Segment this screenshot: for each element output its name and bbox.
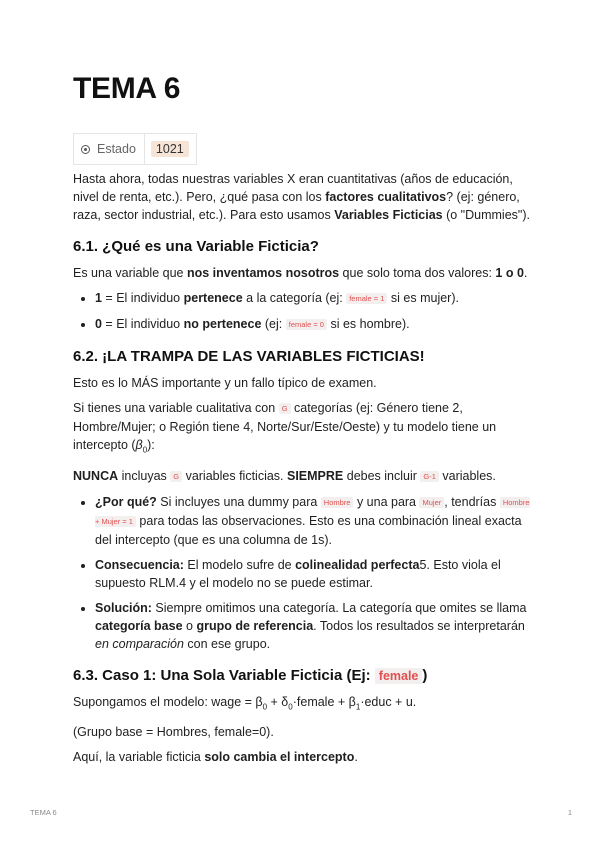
text: y una para bbox=[353, 494, 420, 509]
paragraph bbox=[73, 467, 533, 486]
bullet-list bbox=[73, 289, 533, 334]
bold-text: Consecuencia: bbox=[95, 557, 184, 572]
inline-code: Hombre bbox=[321, 497, 354, 508]
bold-text: categoría base bbox=[95, 618, 183, 633]
status-icon bbox=[81, 145, 90, 154]
text: Si tienes una variable cualitativa con bbox=[73, 401, 279, 415]
text: El modelo sufre de bbox=[183, 557, 296, 572]
inline-code: G bbox=[170, 471, 182, 482]
paragraph: Esto es lo MÁS importante y un fallo típico de examen. bbox=[73, 376, 377, 390]
paragraph bbox=[73, 399, 533, 460]
text: Si incluyes una dummy para bbox=[156, 494, 321, 509]
inline-code: G-1 bbox=[420, 471, 439, 482]
property-label: Estado bbox=[97, 142, 136, 156]
page-number: 1 bbox=[567, 808, 572, 817]
list-item bbox=[95, 556, 533, 592]
subscript: 0 bbox=[142, 445, 148, 455]
bold-text: pertenece bbox=[183, 291, 243, 305]
section-heading-6-1: 6.1. ¿Qué es una Variable Ficticia? bbox=[73, 238, 319, 255]
inline-code: G bbox=[279, 403, 291, 414]
bold-text: no pertenece bbox=[183, 317, 262, 331]
text: Supongamos el modelo: wage = β bbox=[73, 694, 263, 709]
paragraph bbox=[73, 693, 533, 717]
text: Hasta ahora, todas nuestras variables X eran cuantitativas (años de educación, nivel de renta, etc.). Pero, ¿qué pasa con los bbox=[73, 172, 513, 204]
bold-text: ¿Por qué? bbox=[95, 494, 157, 509]
text: con ese grupo. bbox=[183, 636, 271, 651]
intro-paragraph bbox=[73, 170, 533, 224]
text: , tendrías bbox=[444, 494, 500, 509]
text: incluyas bbox=[118, 468, 171, 483]
text: debes incluir bbox=[343, 468, 421, 483]
text: variables ficticias. bbox=[182, 468, 287, 483]
footer-title: TEMA 6 bbox=[30, 808, 57, 817]
bold-text: solo cambia el intercepto bbox=[204, 750, 355, 764]
property-value[interactable] bbox=[145, 134, 196, 164]
paragraph bbox=[73, 748, 533, 766]
bold-text: NUNCA bbox=[73, 468, 119, 483]
text: (ej: bbox=[261, 317, 286, 331]
inline-code: female = 0 bbox=[286, 319, 327, 330]
section-heading-6-3 bbox=[73, 666, 533, 686]
property-key bbox=[74, 134, 145, 164]
subscript: 1 bbox=[355, 702, 361, 711]
text: + δ bbox=[267, 694, 289, 709]
bullet-list bbox=[73, 493, 533, 653]
text: si es hombre). bbox=[326, 317, 410, 331]
page-title: TEMA 6 bbox=[73, 72, 181, 105]
paragraph bbox=[73, 264, 533, 282]
subscript: 0 bbox=[288, 702, 293, 711]
status-badge: 1021 bbox=[151, 141, 189, 157]
text: . Todos los resultados se interpretarán bbox=[313, 618, 525, 633]
text: ? (ej: género, raza, sector industrial, etc.). Para esto usamos bbox=[73, 190, 520, 222]
bold-text: colinealidad perfecta bbox=[295, 557, 420, 572]
text: ) bbox=[422, 666, 428, 684]
text: . bbox=[354, 750, 358, 764]
text: variables. bbox=[438, 468, 496, 483]
inline-code: female bbox=[375, 668, 423, 684]
status-property[interactable] bbox=[73, 133, 197, 165]
paragraph: (Grupo base = Hombres, female=0). bbox=[73, 725, 274, 739]
text: si es mujer). bbox=[387, 291, 459, 305]
text: = El individuo bbox=[101, 317, 184, 331]
text: ·female + β bbox=[292, 694, 356, 709]
list-item bbox=[95, 599, 533, 653]
text: 6.3. Caso 1: Una Sola Variable Ficticia (Ej: bbox=[73, 666, 375, 684]
subscript: 0 bbox=[262, 702, 268, 711]
text: Siempre omitimos una categoría. La categoría que omites se llama bbox=[151, 600, 527, 615]
text: ·educ + u. bbox=[360, 694, 417, 709]
inline-code: Hombre + Mujer = 1 bbox=[95, 497, 530, 526]
inline-code: female = 1 bbox=[346, 293, 387, 304]
text: ): bbox=[147, 438, 155, 452]
bold-text: SIEMPRE bbox=[287, 468, 344, 483]
text: o bbox=[182, 618, 197, 633]
text: que solo toma dos valores: bbox=[339, 266, 496, 280]
list-item bbox=[95, 493, 533, 549]
list-item bbox=[95, 289, 533, 308]
text: a la categoría (ej: bbox=[242, 291, 347, 305]
text: Aquí, la variable ficticia bbox=[73, 750, 205, 764]
section-heading-6-2: 6.2. ¡LA TRAMPA DE LAS VARIABLES FICTICIAS! bbox=[73, 348, 425, 365]
list-item bbox=[95, 315, 533, 334]
bold-text: 1 bbox=[95, 291, 102, 305]
italic-text: en comparación bbox=[95, 636, 184, 651]
text: . bbox=[523, 266, 528, 280]
inline-code: Mujer bbox=[419, 497, 444, 508]
bold-text: Solución: bbox=[95, 600, 152, 615]
math-symbol: β bbox=[135, 438, 143, 452]
text: (o "Dummies"). bbox=[442, 208, 530, 222]
text: 5. Esto viola el supuesto RLM.4 y el modelo no se puede estimar. bbox=[95, 557, 501, 590]
text: para todas las observaciones. Esto es una combinación lineal exacta del intercepto (que es una columna de 1s). bbox=[95, 513, 522, 547]
text: = El individuo bbox=[101, 291, 184, 305]
bold-text: 0 bbox=[95, 317, 102, 331]
bold-text: Variables Ficticias bbox=[334, 208, 443, 222]
text: Es una variable que bbox=[73, 266, 187, 280]
text: categorías (ej: Género tiene 2, Hombre/Mujer; o Región tiene 4, Norte/Sur/Este/Oeste) y tu modelo tiene un intercepto ( bbox=[73, 401, 497, 452]
bold-text: grupo de referencia bbox=[196, 618, 314, 633]
bold-text: nos inventamos nosotros bbox=[186, 266, 340, 280]
document-body bbox=[73, 170, 533, 773]
bold-text: factores cualitativos bbox=[325, 190, 447, 204]
bold-text: 1 o 0 bbox=[495, 266, 524, 280]
